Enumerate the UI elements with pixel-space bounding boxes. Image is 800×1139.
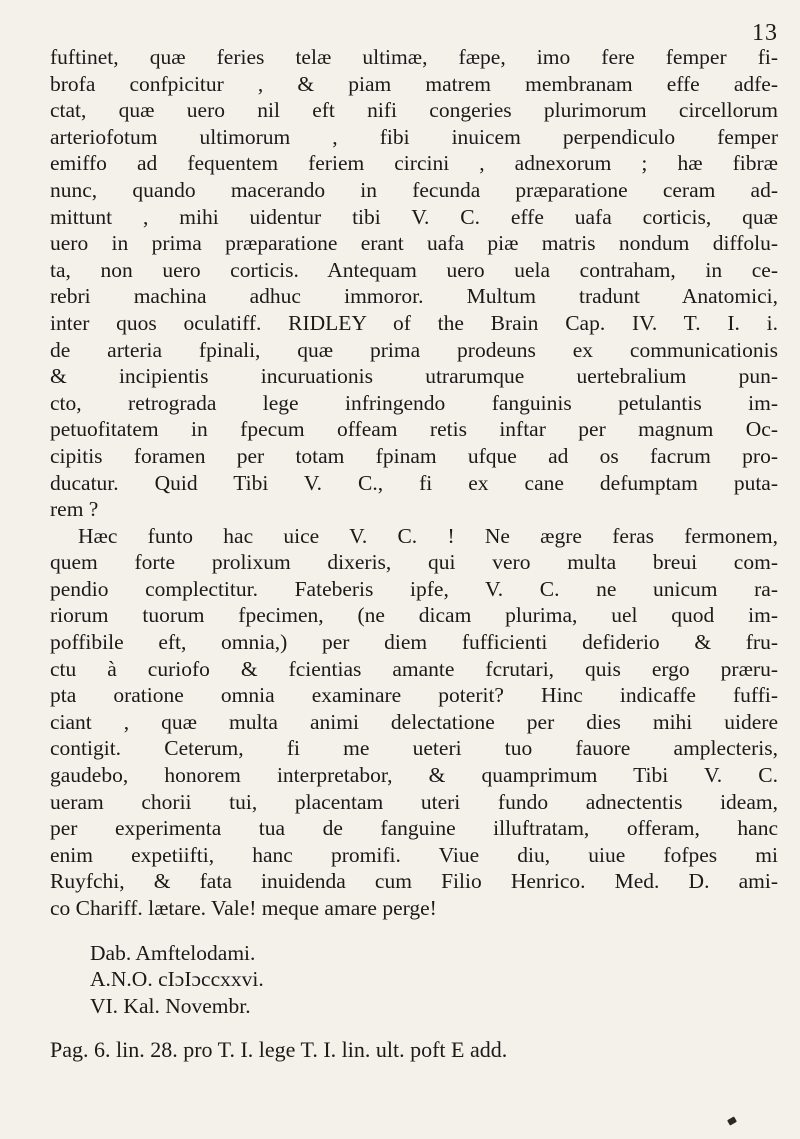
text-line: fuftinet, quæ feries telæ ultimæ, fæpe, imo fere femper fi- <box>50 45 778 69</box>
text-line: de arteria fpinali, quæ prima prodeuns ex communicationis <box>50 337 778 362</box>
text-line: ueram chorii tui, placentam uteri fundo adnectentis ideam, <box>50 789 778 814</box>
text-line: ciant , quæ multa animi delectatione per dies mihi uidere <box>50 709 778 734</box>
text-line: ducatur. Quid Tibi V. C., fi ex cane defumptam puta- <box>50 470 778 495</box>
text-line: petuofitatem in fpecum offeam retis inftar per magnum Oc- <box>50 417 778 442</box>
text-line: poffibile eft, omnia,) per diem fufficienti defiderio & fru- <box>50 630 778 655</box>
text-line: riorum tuorum fpecimen, (ne dicam plurima, uel quod im- <box>50 603 778 628</box>
text-line: rebri machina adhuc immoror. Multum tradunt Anatomici, <box>50 284 778 309</box>
text-line: uero in prima præparatione erant uafa piæ matris nondum diffolu- <box>50 231 778 256</box>
letter-body <box>50 44 778 1064</box>
signature-date: VI. Kal. Novembr. <box>90 993 251 1018</box>
text-line: cipitis foramen per totam fpinam ufque ad os facrum pro- <box>50 443 778 468</box>
text-line: ctu à curiofo & fcientias amante fcrutari, quis ergo præru- <box>50 656 778 681</box>
ink-mark <box>727 1116 737 1125</box>
text-line: co Chariff. lætare. Vale! meque amare perge! <box>50 896 437 920</box>
text-line: pta oratione omnia examinare poterit? Hinc indicaffe fuffi- <box>50 683 778 708</box>
text-line: pendio complectitur. Fateberis ipfe, V. C. ne unicum ra- <box>50 576 778 601</box>
text-line: contigit. Ceterum, fi me ueteri tuo fauore amplecteris, <box>50 736 778 761</box>
text-line: rem ? <box>50 497 99 522</box>
text-line: Ruyfchi, & fata inuidenda cum Filio Henrico. Med. D. ami- <box>50 869 778 894</box>
erratum-note: Pag. 6. lin. 28. pro T. I. lege T. I. lin. ult. poft E add. <box>50 1037 508 1063</box>
text-line: ctat, quæ uero nil eft nifi congeries plurimorum circellorum <box>50 98 778 123</box>
text-line: per experimenta tua de fanguine illuftratam, offeram, hanc <box>50 816 778 841</box>
text-line: gaudebo, honorem interpretabor, & quamprimum Tibi V. C. <box>50 763 778 788</box>
text-line: nunc, quando macerando in fecunda præparatione ceram ad- <box>50 177 778 202</box>
text-line: ta, non uero corticis. Antequam uero uela contraham, in ce- <box>50 257 778 282</box>
paragraph-start-line: Hæc funto hac uice V. C. ! Ne ægre feras fermonem, <box>78 523 778 548</box>
text-line: inter quos oculatiff. RIDLEY of the Brain Cap. IV. T. I. i. <box>50 310 778 335</box>
text-line: brofa confpicitur , & piam matrem membranam effe adfe- <box>50 71 778 96</box>
text-line: & incipientis incuruationis utrarumque uertebralium pun- <box>50 364 778 389</box>
page-number: 13 <box>752 20 778 46</box>
text-line: emiffo ad fequentem feriem circini , adnexorum ; hæ fibræ <box>50 151 778 176</box>
text-line: quem forte prolixum dixeris, qui vero multa breui com- <box>50 550 778 575</box>
text-line: mittunt , mihi uidentur tibi V. C. effe uafa corticis, quæ <box>50 204 778 229</box>
text-line: enim expetiifti, hanc promifi. Viue diu, uiue fofpes mi <box>50 842 778 867</box>
signature-place: Dab. Amftelodami. <box>90 940 256 965</box>
text-line: cto, retrograda lege infringendo fanguinis petulantis im- <box>50 390 778 415</box>
signature-year: A.N.O. cIɔIɔccxxvi. <box>90 967 264 992</box>
text-line: arteriofotum ultimorum , fibi inuicem perpendiculo femper <box>50 124 778 149</box>
